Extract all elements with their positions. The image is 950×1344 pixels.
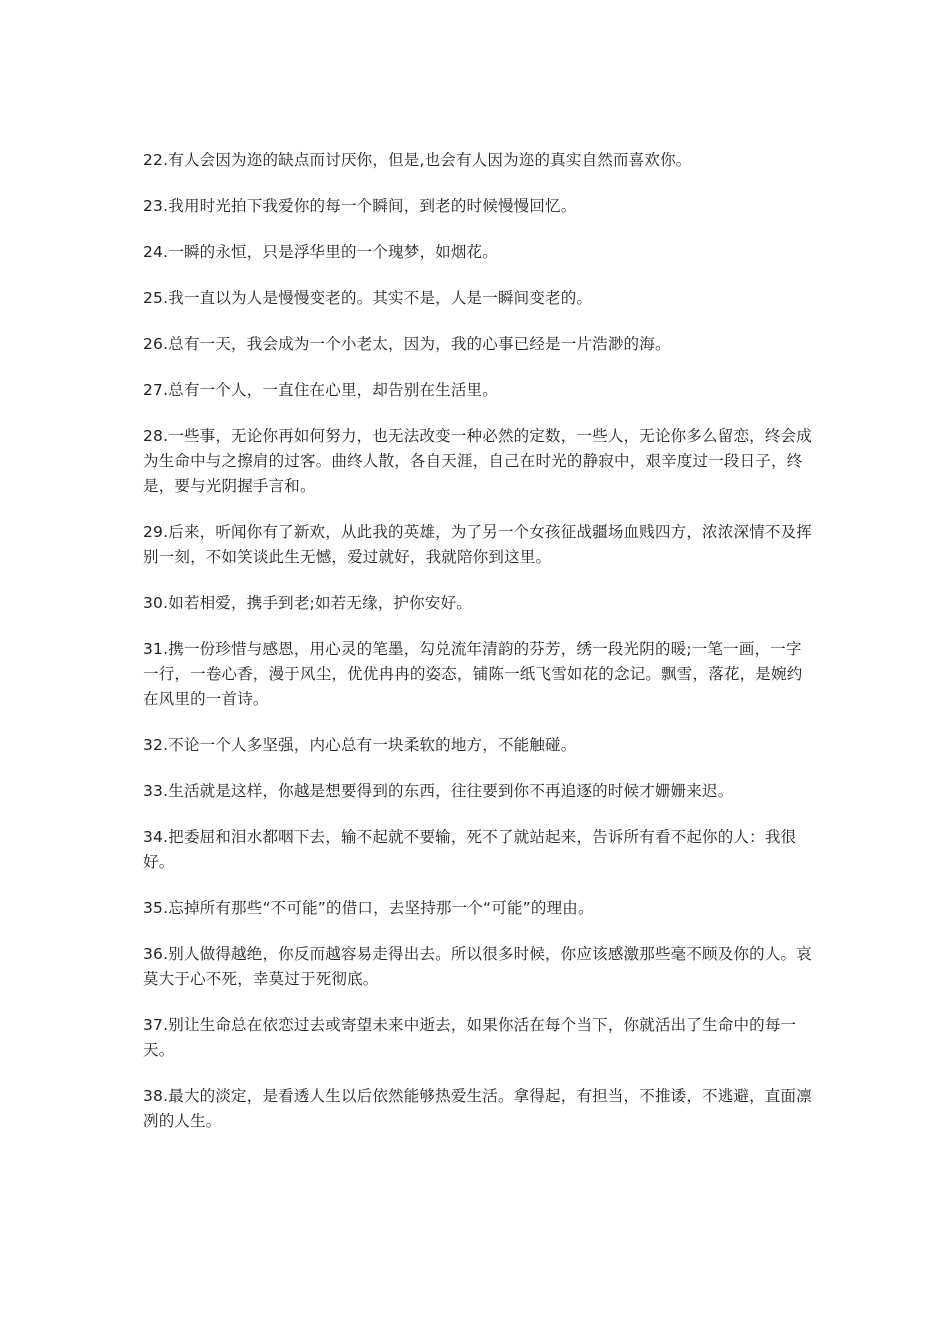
quote-paragraph-24: 24.一瞬的永恒，只是浮华里的一个瑰梦，如烟花。 — [143, 243, 498, 261]
quote-paragraph-22: 22.有人会因为迩的缺点而讨厌你，但是,也会有人因为迩的真实自然而喜欢你。 — [143, 151, 692, 169]
quote-paragraph-28: 28.一些事，无论你再如何努力，也无法改变一种必然的定数，一些人，无论你多么留恋，终会成为生命中与之擦肩的过客。曲终人散，各自天涯，自己在时光的静寂中，艰辛度过一段日子，终是，要与光阴握手言和。 — [143, 427, 812, 495]
quote-paragraph-37: 37.别让生命总在依恋过去或寄望未来中逝去，如果你活在每个当下，你就活出了生命中的每一天。 — [143, 1016, 797, 1059]
quote-paragraph-23: 23.我用时光拍下我爱你的每一个瞬间，到老的时候慢慢回忆。 — [143, 197, 577, 215]
quote-paragraph-26: 26.总有一天，我会成为一个小老太，因为，我的心事已经是一片浩渺的海。 — [143, 335, 671, 353]
quote-paragraph-31: 31.携一份珍惜与感恩，用心灵的笔墨，勾兑流年清韵的芬芳，绣一段光阴的暖;一笔一画，一字一行，一卷心香，漫于风尘，优优冉冉的姿态，铺陈一纸飞雪如花的念记。飘雪，落花，是婉约在风里的一首诗。 — [143, 640, 803, 708]
quote-paragraph-32: 32.不论一个人多坚强，内心总有一块柔软的地方，不能触碰。 — [143, 736, 577, 754]
quote-list — [143, 148, 813, 1155]
quote-paragraph-27: 27.总有一个人，一直住在心里，却告别在生活里。 — [143, 381, 498, 399]
quote-paragraph-30: 30.如若相爱，携手到老;如若无缘，护你安好。 — [143, 594, 472, 612]
quote-paragraph-38: 38.最大的淡定，是看透人生以后依然能够热爱生活。拿得起，有担当，不推诿，不逃避，直面凛冽的人生。 — [143, 1087, 812, 1130]
quote-paragraph-36: 36.别人做得越绝，你反而越容易走得出去。所以很多时候，你应该感激那些毫不顾及你的人。哀莫大于心不死，幸莫过于死彻底。 — [143, 945, 812, 988]
quote-paragraph-29: 29.后来，听闻你有了新欢，从此我的英雄，为了另一个女孩征战疆场血贱四方，浓浓深情不及挥别一刻，不如笑谈此生无憾，爱过就好，我就陪你到这里。 — [143, 523, 812, 566]
quote-paragraph-35: 35.忘掉所有那些“不可能”的借口，去坚持那一个“可能”的理由。 — [143, 899, 594, 917]
quote-paragraph-34: 34.把委屈和泪水都咽下去，输不起就不要输，死不了就站起来，告诉所有看不起你的人：我很好。 — [143, 828, 797, 871]
quote-paragraph-33: 33.生活就是这样，你越是想要得到的东西，往往要到你不再追逐的时候才姗姗来迟。 — [143, 782, 734, 800]
quote-paragraph-25: 25.我一直以为人是慢慢变老的。其实不是，人是一瞬间变老的。 — [143, 289, 593, 307]
